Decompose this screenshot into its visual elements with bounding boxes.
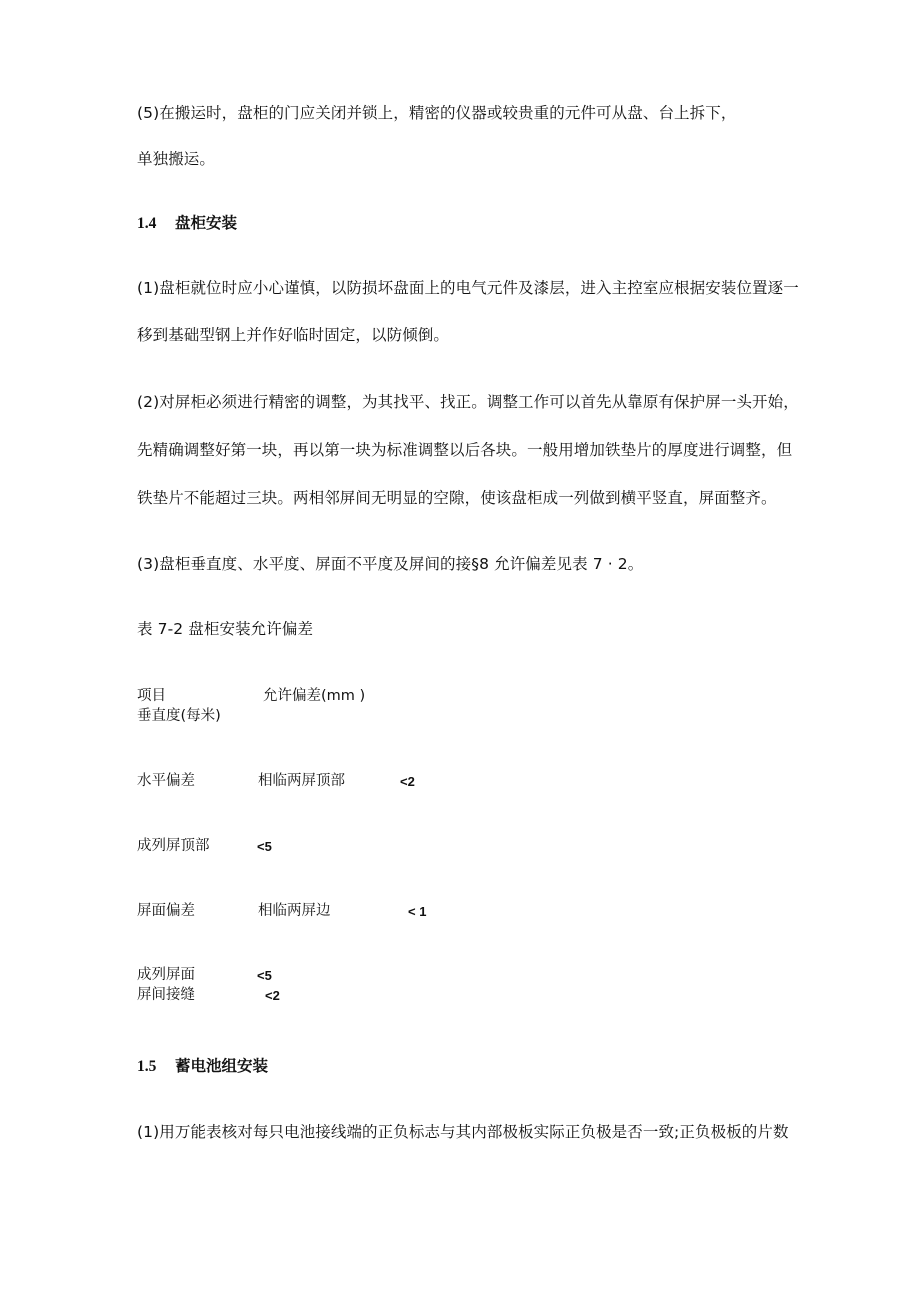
table-header-item: 项目	[137, 688, 166, 704]
paragraph-2-line-2: 先精确调整好第一块，再以第一块为标准调整以后各块。一般用增加铁垫片的厚度进行调整，但	[137, 441, 793, 459]
table-row-column-top: 成列屏顶部	[137, 838, 210, 854]
paragraph-5-line-2: 单独搬运。	[137, 150, 216, 168]
section-heading-1-5	[137, 1056, 268, 1077]
table-row-column-top-value: <5	[257, 839, 272, 854]
section-title: 蓄电池组安装	[175, 1057, 269, 1075]
battery-paragraph-1-line-1: (1)用万能表核对每只电池接线端的正负标志与其内部极板实际正负极是否一致;正负极板的片数	[137, 1123, 789, 1141]
paragraph-2-line-3: 铁垫片不能超过三块。两相邻屏间无明显的空隙，使该盘柜成一列做到横平竖直，屏面整齐。	[137, 489, 777, 507]
table-row-gap-value: <2	[265, 988, 280, 1003]
table-row-column-face-value: <5	[257, 968, 272, 983]
table-caption: 表 7-2 盘柜安装允许偏差	[137, 620, 314, 638]
section-number: 1.5	[137, 1058, 157, 1075]
paragraph-2-line-1: (2)对屏柜必须进行精密的调整，为其找平、找正。调整工作可以首先从靠原有保护屏一头开始，	[137, 393, 799, 411]
table-header-deviation: 允许偏差(mm )	[263, 688, 366, 704]
section-number: 1.4	[137, 215, 157, 232]
table-row-horizontal-value: <2	[400, 774, 415, 789]
paragraph-1-line-2: 移到基础型钢上并作好临时固定，以防倾倒。	[137, 326, 450, 344]
table-row-horizontal-sub: 相临两屏顶部	[258, 773, 345, 789]
table-row-face: 屏面偏差	[137, 903, 195, 919]
table-row-column-face: 成列屏面	[137, 967, 195, 983]
table-row-face-value: < 1	[408, 904, 427, 919]
paragraph-5-line-1: (5)在搬运时，盘柜的门应关闭并锁上，精密的仪器或较贵重的元件可从盘、台上拆下，	[137, 104, 737, 122]
table-row-face-sub: 相临两屏边	[258, 903, 331, 919]
table-row-horizontal: 水平偏差	[137, 773, 195, 789]
section-title: 盘柜安装	[175, 214, 238, 232]
section-heading-1-4	[137, 213, 237, 234]
table-row-gap: 屏间接缝	[137, 987, 195, 1003]
paragraph-3-line-1: (3)盘柜垂直度、水平度、屏面不平度及屏间的接§8 允许偏差见表 7 · 2。	[137, 555, 644, 573]
table-row-vertical: 垂直度(每米)	[137, 708, 221, 724]
paragraph-1-line-1: (1)盘柜就位时应小心谨慎，以防损坏盘面上的电气元件及漆层，进入主控室应根据安装位置逐一	[137, 279, 799, 297]
